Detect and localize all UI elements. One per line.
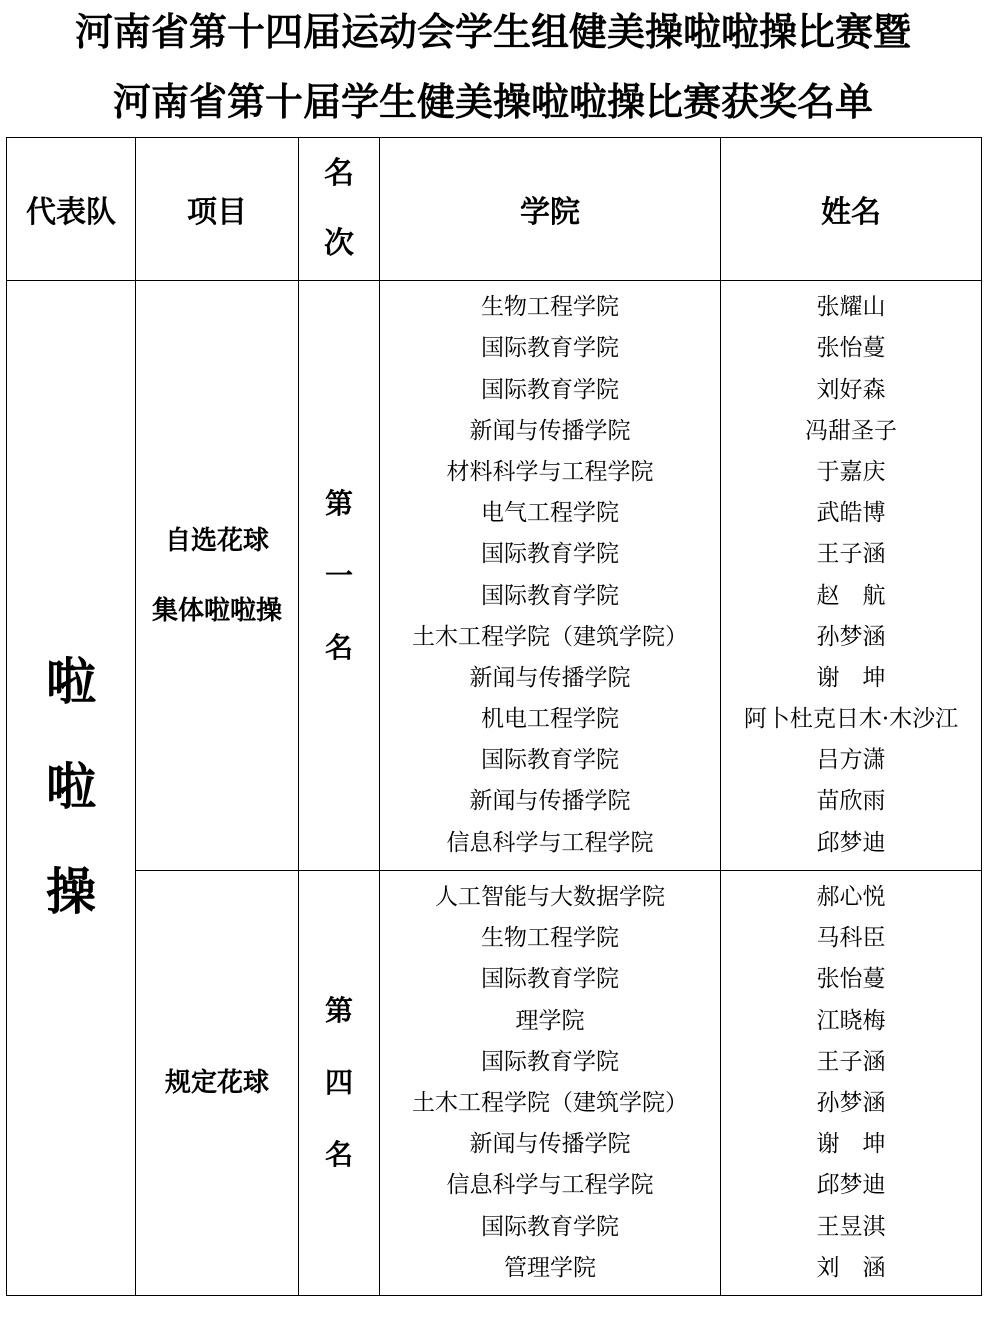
name-entry: 王子涵: [816, 541, 886, 568]
name-list-1: [721, 281, 982, 871]
header-row: [7, 138, 982, 281]
name-list-2: [721, 871, 982, 1296]
college-entry: 新闻与传播学院: [469, 664, 631, 691]
college-entry: 国际教育学院: [481, 1213, 619, 1240]
header-item: 项目: [136, 138, 299, 281]
header-college: 学院: [380, 138, 721, 281]
title-line-1: 河南省第十四届运动会学生组健美操啦啦操比赛暨: [74, 10, 911, 54]
rank-char: 一: [324, 558, 353, 592]
college-list-2: [380, 871, 721, 1296]
college-entry: 土木工程学院（建筑学院）: [412, 1089, 688, 1116]
college-entry: 理学院: [515, 1007, 585, 1034]
name-entry: 于嘉庆: [816, 458, 886, 485]
college-entry: 材料科学与工程学院: [446, 458, 654, 485]
name-entry: 邱梦迪: [816, 1172, 886, 1199]
item-line: 自选花球: [164, 525, 269, 556]
rank-char: 四: [324, 1065, 353, 1099]
name-entry: 马科臣: [816, 925, 886, 952]
group-row-1: [7, 281, 982, 871]
college-entry: 新闻与传播学院: [469, 417, 631, 444]
college-entry: 管理学院: [504, 1254, 596, 1281]
name-entry: 王子涵: [816, 1048, 886, 1075]
name-entry: 苗欣雨: [816, 788, 886, 815]
college-entry: 生物工程学院: [481, 294, 619, 321]
item-line: 集体啦啦操: [151, 595, 282, 626]
header-rank-bottom: 次: [324, 226, 354, 261]
rank-char: 第: [324, 486, 353, 520]
rank-char: 第: [324, 993, 353, 1027]
college-entry: 国际教育学院: [481, 376, 619, 403]
name-entry: 谢 坤: [816, 1131, 886, 1158]
college-entry: 新闻与传播学院: [469, 1131, 631, 1158]
name-entry: 孙梦涵: [816, 623, 886, 650]
header-name: 姓名: [721, 138, 982, 281]
name-entry: 孙梦涵: [816, 1089, 886, 1116]
name-entry: 赵 航: [816, 582, 886, 609]
name-entry: 江晓梅: [816, 1007, 886, 1034]
rank-cell-2: [299, 871, 380, 1296]
name-entry: 谢 坤: [816, 664, 886, 691]
rank-cell-1: [299, 281, 380, 871]
college-entry: 土木工程学院（建筑学院）: [412, 623, 688, 650]
name-entry: 冯甜圣子: [805, 417, 897, 444]
name-entry: 王昱淇: [816, 1213, 886, 1240]
item-line: 规定花球: [164, 1067, 269, 1098]
name-entry: 张怡蔓: [816, 335, 886, 362]
college-entry: 国际教育学院: [481, 747, 619, 774]
college-list-1: [380, 281, 721, 871]
college-entry: 国际教育学院: [481, 541, 619, 568]
awards-table: [6, 137, 982, 1296]
college-entry: 生物工程学院: [481, 925, 619, 952]
rank-char: 名: [324, 630, 353, 664]
team-cell: [7, 281, 136, 1296]
name-entry: 刘好森: [816, 376, 886, 403]
name-entry: 张怡蔓: [816, 966, 886, 993]
college-entry: 机电工程学院: [481, 706, 619, 733]
college-entry: 电气工程学院: [481, 500, 619, 527]
header-rank-top: 名: [324, 156, 354, 191]
college-entry: 信息科学与工程学院: [446, 1172, 654, 1199]
name-entry: 阿卜杜克日木·木沙江: [743, 706, 959, 733]
college-entry: 新闻与传播学院: [469, 788, 631, 815]
name-entry: 郝心悦: [816, 884, 886, 910]
college-entry: 信息科学与工程学院: [446, 829, 654, 856]
college-entry: 国际教育学院: [481, 582, 619, 609]
team-char: 啦: [46, 758, 96, 817]
item-cell-1: [136, 281, 299, 871]
name-entry: 邱梦迪: [816, 829, 886, 856]
header-rank: [299, 138, 380, 281]
team-char: 操: [46, 863, 96, 922]
name-entry: 张耀山: [816, 294, 886, 321]
rank-char: 名: [324, 1137, 353, 1171]
name-entry: 武皓博: [816, 500, 886, 527]
title-line-2: 河南省第十届学生健美操啦啦操比赛获奖名单: [112, 80, 873, 124]
header-team: 代表队: [7, 138, 136, 281]
name-entry: 吕方潇: [816, 747, 886, 774]
team-char: 啦: [46, 653, 96, 712]
college-entry: 人工智能与大数据学院: [435, 884, 665, 910]
college-entry: 国际教育学院: [481, 335, 619, 362]
name-entry: 刘 涵: [816, 1254, 886, 1281]
group-row-2: [7, 871, 982, 1296]
item-cell-2: [136, 871, 299, 1296]
college-entry: 国际教育学院: [481, 966, 619, 993]
college-entry: 国际教育学院: [481, 1048, 619, 1075]
